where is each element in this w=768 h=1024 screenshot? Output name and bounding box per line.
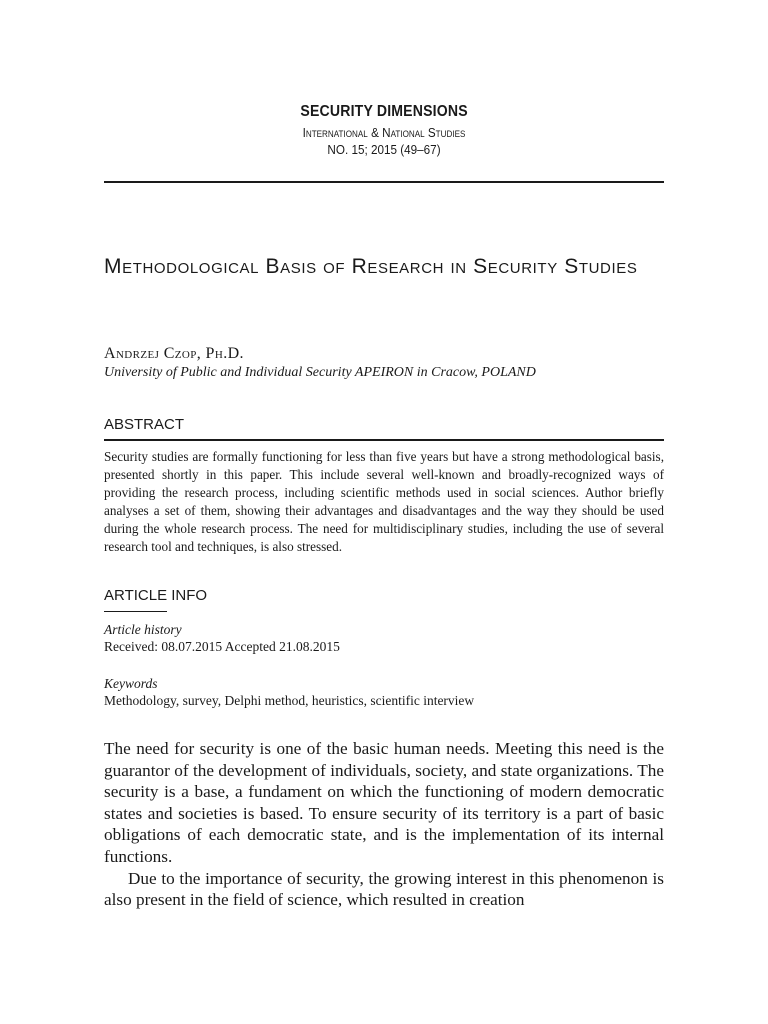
- body-text: [104, 738, 664, 911]
- author-affiliation: University of Public and Individual Security APEIRON in Cracow, POLAND: [104, 365, 536, 380]
- abstract-divider: [104, 439, 664, 441]
- journal-header: [104, 103, 664, 157]
- journal-subtitle: International & National Studies: [302, 125, 466, 140]
- abstract-text: Security studies are formally functioning for less than five years but have a strong methodological basis, presented shortly in this paper. This include several well-known and broadly-recognized ways of providing the research process, including scientific methods used in social sciences. Author briefly analyses a set of them, showing their advantages and disadvantages and the way they should be used during the whole research process. The need for multidisciplinary studies, including the use of several research tool and techniques, is also stressed.: [104, 449, 664, 554]
- article-title: Methodological Basis of Research in Security Studies: [104, 255, 638, 278]
- body-paragraph: The need for security is one of the basic human needs. Meeting this need is the guarantor of the development of individuals, society, and state organizations. The security is a base, a fundament on which the functioning of modern democratic states and societies is based. To ensure security of its territory is a part of basic obligations of each democratic state, and is the implementation of its internal functions.: [104, 739, 664, 866]
- abstract-heading: ABSTRACT: [104, 416, 185, 433]
- article-history-value: Received: 08.07.2015 Accepted 21.08.2015: [104, 639, 340, 654]
- header-divider: [104, 181, 664, 183]
- journal-issue: NO. 15; 2015 (49–67): [327, 142, 441, 157]
- keywords-label: Keywords: [104, 676, 158, 691]
- article-info-divider: [104, 611, 167, 612]
- author-name: Andrzej Czop, Ph.D.: [104, 345, 244, 362]
- keywords-value: Methodology, survey, Delphi method, heuristics, scientific interview: [104, 693, 475, 708]
- article-info-heading: ARTICLE INFO: [104, 587, 208, 604]
- body-paragraph: Due to the importance of security, the growing interest in this phenomenon is also present in the field of science, which resulted in creation: [104, 868, 664, 910]
- article-history-label: Article history: [104, 622, 182, 637]
- journal-title: SECURITY DIMENSIONS: [300, 103, 468, 120]
